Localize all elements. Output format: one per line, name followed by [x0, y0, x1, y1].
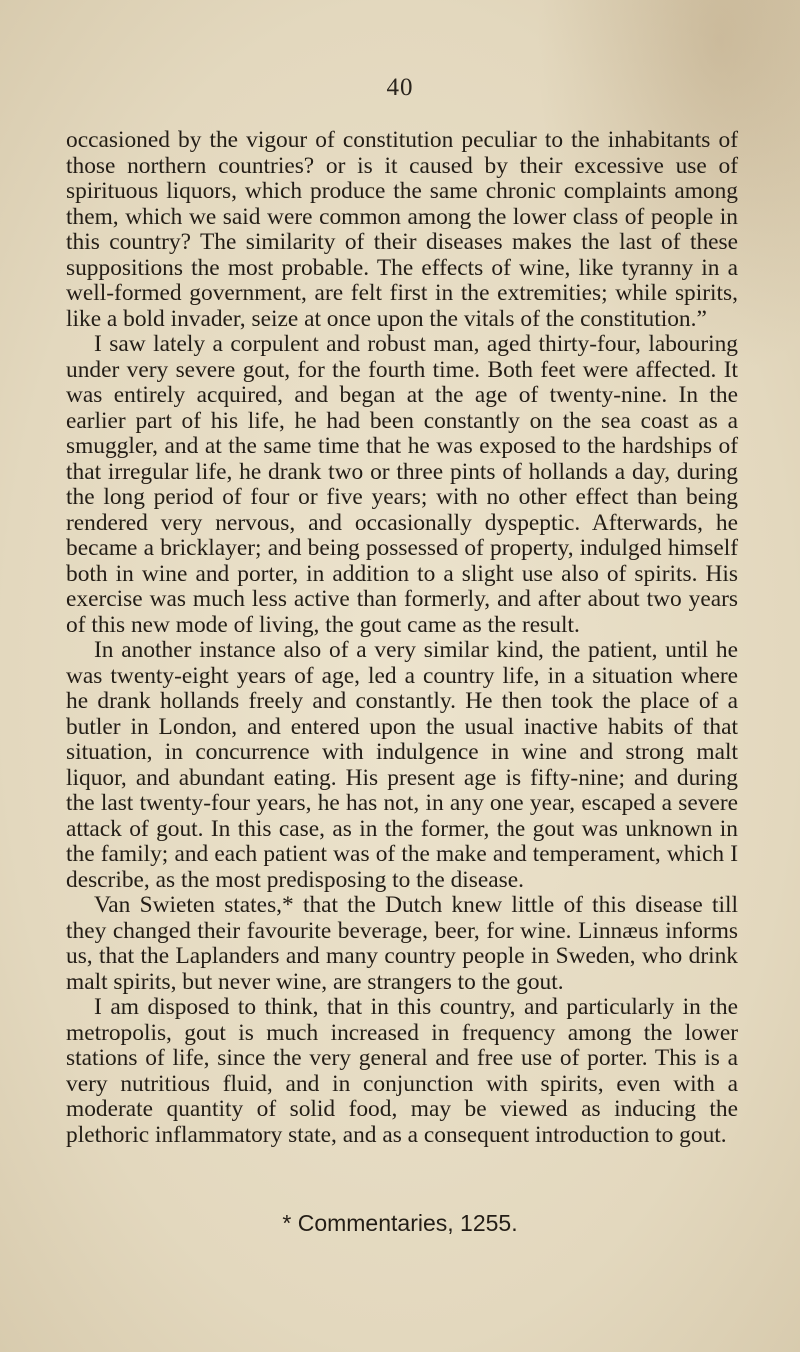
body-text: [66, 128, 738, 1148]
page-number: 40: [386, 74, 414, 101]
footnote: * Commentaries, 1255.: [282, 1210, 518, 1236]
paragraph: I saw lately a corpulent and robust man, aged thirty-four, labouring under very severe gout, for the fourth time. Both feet were affected. It was entirely acquired, and began at the age of twenty-nine. In the earlier part of his life, he had been constantly on the sea coast as a smuggler, and at the same time that he was exposed to the hardships of that irregular life, he drank two or three pints of hollands a day, during the long period of four or five years; with no other effect than being rendered very nervous, and occasionally dyspeptic. Afterwards, he became a bricklayer; and being possessed of property, indulged himself both in wine and porter, in addition to a slight use also of spirits. His exercise was much less active than formerly, and after about two years of this new mode of living, the gout came as the result.: [66, 331, 738, 638]
paragraph: occasioned by the vigour of constitution peculiar to the inhabitants of those northern countries? or is it caused by their excessive use of spirituous liquors, which produce the same chronic complaints among them, which we said were common among the lower class of people in this country? The similarity of their diseases makes the last of these suppositions the most probable. The effects of wine, like tyranny in a well-formed government, are felt first in the extremities; while spirits, like a bold invader, seize at once upon the vitals of the constitution.”: [66, 127, 738, 332]
paragraph: In another instance also of a very similar kind, the patient, until he was twenty-eight years of age, led a country life, in a situation where he drank hollands freely and constantly. He then took the place of a butler in London, and entered upon the usual inactive habits of that situation, in concurrence with indulgence in wine and strong malt liquor, and abundant eating. His present age is fifty-nine; and during the last twenty-four years, he has not, in any one year, escaped a severe attack of gout. In this case, as in the former, the gout was unknown in the family; and each patient was of the make and temperament, which I describe, as the most predisposing to the disease.: [66, 637, 738, 893]
paragraph: Van Swieten states,* that the Dutch knew little of this disease till they changed their favourite beverage, beer, for wine. Linnæus informs us, that the Laplanders and many country people in Sweden, who drink malt spirits, but never wine, are strangers to the gout.: [66, 892, 738, 995]
paragraph: I am disposed to think, that in this country, and particularly in the metropolis, gout is much increased in frequency among the lower stations of life, since the very general and free use of porter. This is a very nutritious fluid, and in conjunction with spirits, even with a moderate quantity of solid food, may be viewed as inducing the plethoric inflammatory state, and as a consequent introduction to gout.: [66, 994, 738, 1148]
